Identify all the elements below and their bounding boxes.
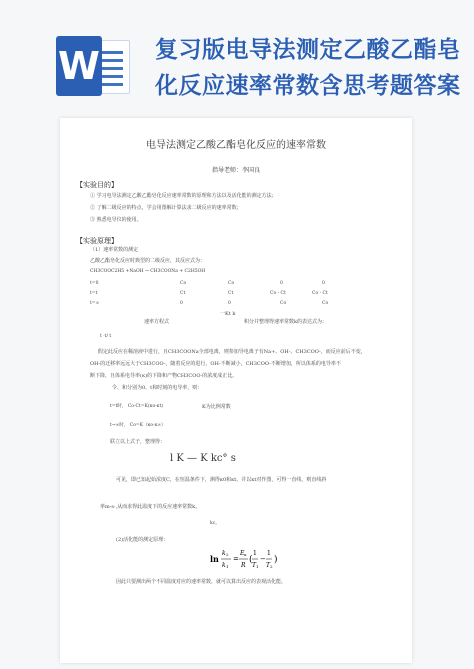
svg-text:(: ( bbox=[249, 555, 253, 565]
banner bbox=[0, 0, 474, 112]
banner-title-line2: 化反应速率常数含思考题答案 bbox=[155, 73, 461, 99]
row-t0-c2: Co bbox=[228, 281, 235, 286]
objective-2: ② 了解二级反应的特点，学会用图解计算法求二级反应的速率常数； bbox=[90, 205, 242, 211]
svg-text:−: − bbox=[260, 555, 266, 563]
row-tinf-c1: 0 bbox=[180, 301, 183, 306]
rate-equation-label: 速率方程式 bbox=[144, 319, 170, 325]
eq-1-note: K为比例常数 bbox=[202, 404, 231, 410]
row-tt-c4: Co - Ct bbox=[312, 291, 328, 296]
para-8: (2)活化能的测定原理： bbox=[116, 537, 169, 543]
principle-1: （1）速率常数的测定 bbox=[90, 247, 139, 253]
svg-text:k: k bbox=[222, 562, 226, 569]
row-tinf-label: t=∞ bbox=[90, 301, 100, 306]
banner-title bbox=[155, 32, 470, 104]
principle-2: 乙酸乙酯皂化反应时典型的二级反应，其反应式为： bbox=[90, 258, 206, 264]
document-title: 电导法测定乙酸乙酯皂化反应的速率常数 bbox=[146, 140, 326, 151]
svg-text:1: 1 bbox=[256, 564, 259, 569]
svg-text:E: E bbox=[240, 550, 245, 557]
svg-text:1: 1 bbox=[226, 564, 229, 569]
eq-1: t=t时， Co-Ct=K(κo-κt) bbox=[110, 404, 164, 409]
formula-fragment: t ·t/ t bbox=[100, 334, 112, 339]
word-icon bbox=[56, 36, 128, 96]
section-principle: 【实验原理】 bbox=[76, 237, 118, 245]
para-3a: 假定此反应在稀溶液中进行，且CH3COONa全部电离，则参加导电离子有Na+、OH-、CH3COO-，而反应前后不变， bbox=[98, 349, 366, 355]
row-t0-c3: 0 bbox=[280, 281, 283, 286]
row-tinf-c3: Co bbox=[280, 301, 287, 306]
rate-fragment: 一Kt k bbox=[220, 311, 236, 317]
svg-text:k: k bbox=[222, 550, 226, 557]
para-5: 联立以上式子，整理得： bbox=[110, 439, 166, 445]
row-tt-c3: Co - Ct bbox=[270, 291, 286, 296]
svg-text:2: 2 bbox=[226, 552, 229, 557]
svg-text:ln: ln bbox=[210, 554, 219, 564]
eq-2: t→∞时， Co=K（κo-κ∞） bbox=[110, 423, 166, 428]
svg-text:R: R bbox=[241, 562, 246, 569]
svg-text:T: T bbox=[252, 562, 257, 569]
k-label: kc。 bbox=[210, 521, 220, 526]
instructor: 指导老师：李国良 bbox=[211, 167, 260, 174]
row-tt-c2: Ct bbox=[228, 291, 234, 296]
svg-text:a: a bbox=[244, 552, 247, 557]
svg-text:T: T bbox=[266, 562, 271, 569]
word-letter: W bbox=[56, 36, 102, 96]
svg-text:1: 1 bbox=[267, 550, 271, 557]
para-4: 令、和分别为0、t和时刻的电导率，则： bbox=[112, 385, 203, 391]
svg-text:): ) bbox=[274, 555, 278, 565]
row-tt-label: t=t bbox=[90, 291, 98, 296]
row-tinf-c4: Co bbox=[322, 301, 329, 306]
svg-text:=: = bbox=[233, 555, 239, 563]
row-tt-c1: Ct bbox=[180, 291, 186, 296]
reaction-equation: CH3COOC2H5 +NaOH → CH3COONa + C2H5OH bbox=[90, 269, 206, 274]
svg-text:1: 1 bbox=[253, 550, 257, 557]
row-t0-c1: Co bbox=[180, 281, 187, 286]
para-3b: OH-的迁移率远远大于CH3COO-，随着反应的进行，OH-不断减小，CH3COO-不断增加，所以体系的电导率不 bbox=[90, 361, 341, 367]
row-t0-c4: 0 bbox=[322, 281, 325, 286]
para-6: 可见，即已知起始浓度C，在恒温条件下，测得κ0和κt，并以κt对作图，可得一直线，则直线斜 bbox=[116, 477, 327, 483]
objective-1: ① 学习电导法测定乙酸乙酯皂化反应速率常数的原理和方法以及活化能的测定方法； bbox=[90, 193, 277, 199]
row-t0-label: t=0 bbox=[90, 281, 99, 286]
para-9: 因此只要测出两个不同温度对应的速率常数，就可以算出反应的表观活化能。 bbox=[116, 579, 287, 585]
objective-3: ③ 熟悉电导仪的使用。 bbox=[90, 217, 142, 223]
row-tinf-c2: 0 bbox=[228, 301, 231, 306]
banner-title-line1: 复习版电导法测定乙酸乙酯皂 bbox=[155, 37, 461, 63]
integrated-formula: l K — K kc° s bbox=[170, 453, 236, 464]
document-page bbox=[60, 118, 412, 663]
para-7: 率m-s·,从而求得此温度下的反应速率常数k。 bbox=[100, 504, 201, 510]
arrhenius-equation bbox=[210, 544, 280, 574]
section-objectives: 【实验目的】 bbox=[76, 181, 118, 189]
rate-constant-intro: 积分并整理得速率常数k的表达式为： bbox=[244, 319, 328, 325]
para-3c: 断下降，且体系电导率(κ)的下降和产物CH3COO-的浓度成正比。 bbox=[90, 373, 238, 379]
svg-text:2: 2 bbox=[270, 564, 273, 569]
